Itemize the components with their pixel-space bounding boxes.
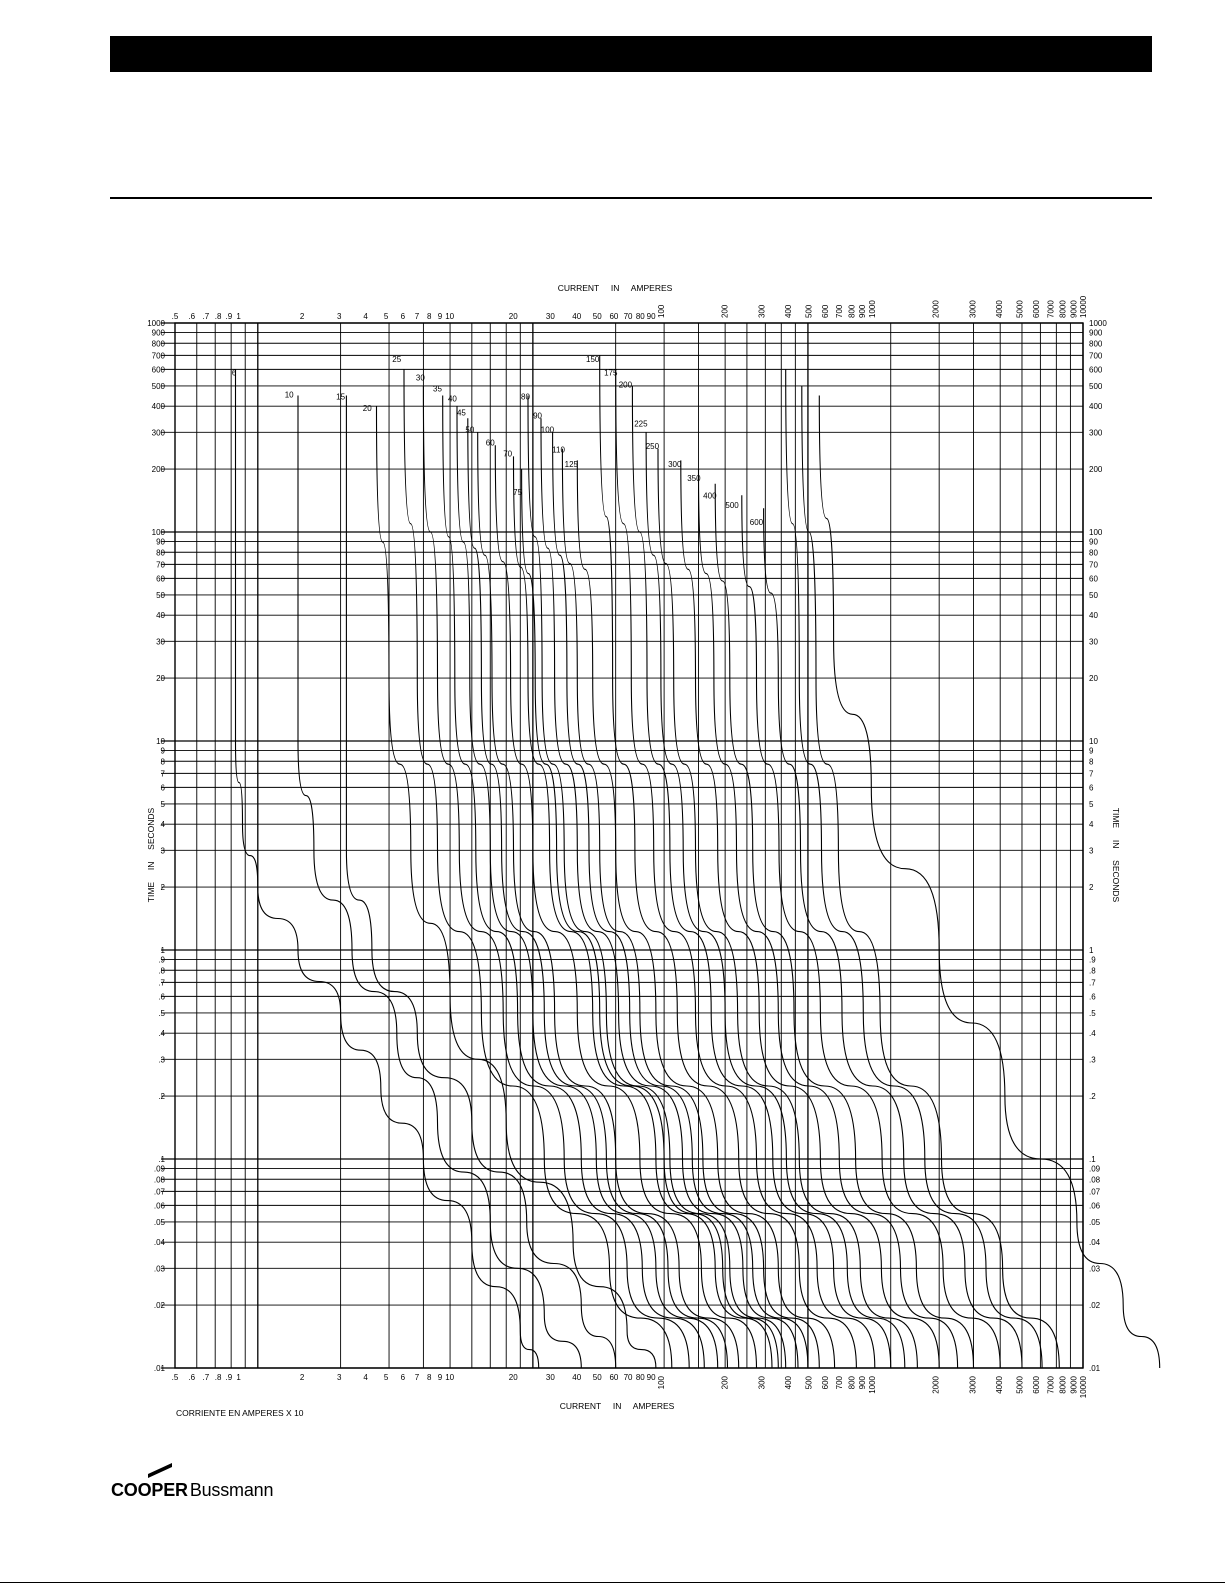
y-tick-label-right: 1 bbox=[1089, 946, 1094, 955]
y-tick-label-right: 500 bbox=[1089, 381, 1103, 391]
x-tick-label-bottom: 70 bbox=[623, 1373, 633, 1382]
x-tick-label-top: 1 bbox=[236, 312, 241, 321]
y-tick-label-right: .09 bbox=[1089, 1164, 1101, 1174]
x-tick-label-top: 7000 bbox=[1046, 300, 1056, 318]
y-tick-label-right: 300 bbox=[1089, 428, 1103, 438]
curve-225 bbox=[646, 432, 905, 1368]
y-tick-label-left: 9 bbox=[160, 746, 165, 756]
x-tick-label-bottom: 80 bbox=[635, 1373, 645, 1382]
curve-label-10: 10 bbox=[284, 390, 294, 400]
x-tick-label-top: 5000 bbox=[1015, 300, 1025, 318]
y-tick-label-right: .4 bbox=[1089, 1029, 1096, 1039]
chart-labels bbox=[147, 295, 1107, 1398]
curve-250 bbox=[658, 449, 917, 1368]
y-tick-label-right: 200 bbox=[1089, 465, 1103, 475]
curve-label-25: 25 bbox=[392, 355, 402, 365]
curve-100 bbox=[553, 432, 808, 1368]
y-tick-label-right: .07 bbox=[1089, 1187, 1101, 1197]
y-tick-label-right: .01 bbox=[1089, 1364, 1101, 1373]
curve-label-75: 75 bbox=[513, 488, 523, 498]
x-tick-label-bottom: 6 bbox=[400, 1373, 406, 1382]
x-tick-label-bottom: .6 bbox=[188, 1373, 196, 1382]
x-tick-label-top: 30 bbox=[545, 312, 555, 321]
y-tick-label-right: .08 bbox=[1089, 1175, 1101, 1185]
y-tick-label-right: 5 bbox=[1089, 799, 1094, 809]
x-tick-label-top: 4000 bbox=[994, 300, 1004, 318]
curve-label-110: 110 bbox=[552, 445, 565, 455]
y-tick-label-right: 2 bbox=[1089, 883, 1094, 893]
y-tick-label-right: 700 bbox=[1089, 351, 1103, 361]
y-tick-label-right: 50 bbox=[1089, 590, 1098, 600]
curve-label-100: 100 bbox=[540, 425, 555, 435]
x-tick-label-top: 7 bbox=[414, 312, 420, 321]
x-tick-label-bottom: 900 bbox=[858, 1376, 868, 1390]
y-tick-label-right: 90 bbox=[1089, 537, 1098, 547]
x-tick-label-bottom: 30 bbox=[545, 1373, 555, 1382]
brand-name-regular: Bussmann bbox=[189, 1480, 274, 1500]
y-tick-label-right: 600 bbox=[1089, 365, 1103, 375]
y-tick-label-left: 800 bbox=[151, 339, 165, 349]
brand-logo-mark bbox=[146, 1463, 174, 1479]
curve-6 bbox=[236, 369, 539, 1368]
x-tick-label-top: 70 bbox=[623, 312, 633, 321]
x-axis-title-top: CURRENT IN AMPERES bbox=[557, 283, 673, 293]
y-tick-label-left: .06 bbox=[153, 1201, 165, 1211]
curve-25 bbox=[404, 369, 672, 1368]
y-tick-label-right: .04 bbox=[1089, 1238, 1101, 1248]
x-tick-label-top: 50 bbox=[592, 312, 602, 321]
x-tick-label-top: 4 bbox=[363, 312, 368, 321]
curve-30 bbox=[423, 386, 689, 1368]
y-tick-label-left: 70 bbox=[156, 560, 165, 570]
curve-label-350: 350 bbox=[687, 474, 701, 484]
curve-label-40: 40 bbox=[447, 394, 457, 404]
x-tick-label-top: 3000 bbox=[968, 300, 978, 318]
x-tick-label-top: 5 bbox=[383, 312, 389, 321]
y-tick-label-left: 900 bbox=[151, 328, 165, 338]
x-tick-label-bottom: 600 bbox=[821, 1376, 831, 1390]
x-tick-label-bottom: 2000 bbox=[931, 1376, 941, 1394]
curve-label-60: 60 bbox=[485, 438, 495, 448]
curve-110 bbox=[562, 449, 819, 1368]
x-tick-label-top: 60 bbox=[609, 312, 619, 321]
x-tick-label-top: 9000 bbox=[1069, 300, 1079, 318]
x-tick-label-bottom: 90 bbox=[646, 1373, 656, 1382]
y-tick-label-left: .9 bbox=[158, 955, 165, 965]
x-tick-label-top: 80 bbox=[635, 312, 645, 321]
curve-70 bbox=[514, 456, 773, 1368]
y-tick-label-right: 400 bbox=[1089, 402, 1103, 412]
brand-logo bbox=[111, 1480, 273, 1501]
x-tick-label-top: 800 bbox=[847, 304, 857, 318]
x-tick-label-bottom: 300 bbox=[757, 1376, 767, 1390]
curve-label-35: 35 bbox=[433, 384, 442, 394]
x-tick-label-bottom: 700 bbox=[835, 1376, 845, 1390]
y-tick-label-right: .03 bbox=[1089, 1264, 1101, 1274]
y-tick-label-left: 2 bbox=[160, 883, 165, 893]
x-axis-title-bottom: CURRENT IN AMPERES bbox=[559, 1401, 675, 1411]
y-tick-label-right: 70 bbox=[1089, 560, 1098, 570]
y-tick-label-right: 9 bbox=[1089, 746, 1094, 756]
x-tick-label-bottom: 1 bbox=[236, 1373, 241, 1382]
y-tick-label-left: 60 bbox=[156, 574, 165, 584]
y-tick-label-left: 5 bbox=[160, 799, 165, 809]
curve-50 bbox=[478, 432, 739, 1368]
x-tick-label-top: 2000 bbox=[931, 300, 941, 318]
y-axis-title-right: TIME IN SECONDS bbox=[1111, 807, 1121, 903]
y-tick-label-left: .03 bbox=[153, 1264, 165, 1274]
curve-label-20: 20 bbox=[362, 403, 372, 413]
y-tick-label-right: 60 bbox=[1089, 574, 1098, 584]
footer-rule bbox=[0, 1582, 1225, 1583]
x-tick-label-top: 9 bbox=[437, 312, 443, 321]
y-tick-label-right: .05 bbox=[1089, 1217, 1101, 1227]
x-tick-label-top: 6000 bbox=[1032, 300, 1042, 318]
x-tick-label-top: .7 bbox=[202, 312, 210, 321]
x-tick-label-bottom: 6000 bbox=[1032, 1376, 1042, 1394]
y-tick-label-right: 7 bbox=[1089, 769, 1094, 779]
y-tick-label-right: .7 bbox=[1089, 978, 1096, 988]
curve-45 bbox=[468, 418, 728, 1368]
y-tick-label-right: 10 bbox=[1089, 737, 1098, 746]
curve-175 bbox=[616, 369, 875, 1368]
x-tick-label-top: 500 bbox=[804, 304, 814, 318]
x-tick-label-bottom: 10000 bbox=[1079, 1376, 1088, 1399]
x-tick-label-bottom: 1000 bbox=[867, 1376, 877, 1394]
y-tick-label-right: 100 bbox=[1089, 528, 1103, 537]
x-tick-label-bottom: 7000 bbox=[1046, 1376, 1056, 1394]
chart-curves bbox=[236, 355, 1160, 1368]
y-tick-label-left: 1000 bbox=[147, 319, 165, 328]
curve-label-45: 45 bbox=[456, 408, 466, 418]
y-tick-label-left: 8 bbox=[160, 757, 165, 767]
x-tick-label-top: 700 bbox=[835, 304, 845, 318]
y-tick-label-right: 8 bbox=[1089, 757, 1094, 767]
x-tick-label-bottom: 40 bbox=[572, 1373, 582, 1382]
curve-label-70: 70 bbox=[503, 449, 513, 459]
y-tick-label-left: 600 bbox=[151, 365, 165, 375]
y-tick-label-left: .8 bbox=[158, 966, 165, 976]
x-tick-label-top: 3 bbox=[337, 312, 342, 321]
x-tick-label-top: 8000 bbox=[1058, 300, 1068, 318]
y-tick-label-left: .02 bbox=[153, 1301, 165, 1311]
y-tick-label-left: .04 bbox=[153, 1238, 165, 1248]
x-tick-label-top: .9 bbox=[225, 312, 233, 321]
curve-400 bbox=[715, 484, 973, 1368]
y-tick-label-left: 10 bbox=[156, 737, 165, 746]
plot-frame bbox=[175, 323, 1083, 1368]
y-tick-label-left: .1 bbox=[158, 1155, 165, 1164]
y-tick-label-left: .05 bbox=[153, 1217, 165, 1227]
curve-label-50: 50 bbox=[465, 425, 475, 435]
curve-60 bbox=[495, 445, 756, 1368]
x-tick-label-bottom: 5000 bbox=[1015, 1376, 1025, 1394]
curve-label-15: 15 bbox=[336, 392, 346, 402]
x-tick-label-bottom: .8 bbox=[214, 1373, 222, 1382]
curve-label-300: 300 bbox=[668, 459, 682, 469]
x-tick-label-bottom: 3 bbox=[337, 1373, 342, 1382]
x-tick-label-top: 2 bbox=[299, 312, 305, 321]
x-tick-label-top: 400 bbox=[783, 304, 793, 318]
y-tick-label-left: .2 bbox=[158, 1092, 165, 1102]
x-tick-label-bottom: 500 bbox=[804, 1376, 814, 1390]
y-tick-label-left: 300 bbox=[151, 428, 165, 438]
x-tick-label-bottom: 2 bbox=[299, 1373, 305, 1382]
x-tick-label-top: 300 bbox=[757, 304, 767, 318]
x-tick-label-bottom: 200 bbox=[720, 1376, 730, 1390]
x-tick-label-top: 20 bbox=[508, 312, 518, 321]
y-tick-label-right: .2 bbox=[1089, 1092, 1096, 1102]
x-tick-label-top: 200 bbox=[720, 304, 730, 318]
x-tick-label-bottom: 5 bbox=[383, 1373, 389, 1382]
x-tick-label-bottom: 3000 bbox=[968, 1376, 978, 1394]
curve-label-150: 150 bbox=[586, 355, 600, 365]
x-tick-label-bottom: 400 bbox=[783, 1376, 793, 1390]
y-tick-label-left: .07 bbox=[153, 1187, 165, 1197]
y-tick-label-right: 1000 bbox=[1089, 319, 1107, 328]
curve-label-90: 90 bbox=[533, 411, 543, 421]
curve-label-175: 175 bbox=[604, 368, 618, 378]
y-tick-label-left: 6 bbox=[160, 783, 165, 793]
curve-label-125: 125 bbox=[564, 459, 579, 469]
curve-label-250: 250 bbox=[645, 441, 660, 451]
y-tick-label-left: 100 bbox=[151, 528, 165, 537]
y-tick-label-left: 30 bbox=[156, 637, 165, 647]
y-tick-label-right: 80 bbox=[1089, 548, 1098, 558]
x-tick-label-bottom: 100 bbox=[656, 1376, 666, 1390]
curve-75 bbox=[522, 469, 779, 1368]
curve-label-600: 600 bbox=[749, 518, 764, 528]
y-tick-label-right: 3 bbox=[1089, 846, 1094, 856]
curve-label-80: 80 bbox=[521, 392, 530, 402]
y-tick-label-left: 1 bbox=[160, 946, 165, 955]
y-tick-label-left: .3 bbox=[158, 1055, 165, 1065]
y-tick-label-right: .02 bbox=[1089, 1301, 1101, 1311]
y-tick-label-left: 90 bbox=[156, 537, 165, 547]
x-tick-label-bottom: 4000 bbox=[994, 1376, 1004, 1394]
curve-label-500: 500 bbox=[725, 501, 739, 511]
y-tick-label-right: 6 bbox=[1089, 783, 1094, 793]
x-tick-label-top: 40 bbox=[572, 312, 582, 321]
y-tick-label-left: 50 bbox=[156, 590, 165, 600]
y-tick-label-right: 40 bbox=[1089, 611, 1098, 621]
y-tick-label-left: .09 bbox=[153, 1164, 165, 1174]
x-tick-label-bottom: 50 bbox=[592, 1373, 602, 1382]
x-tick-label-bottom: .7 bbox=[202, 1373, 210, 1382]
y-tick-label-right: .1 bbox=[1089, 1155, 1096, 1164]
y-tick-label-left: 20 bbox=[156, 674, 165, 684]
x-tick-label-bottom: 10 bbox=[445, 1373, 455, 1382]
y-tick-label-right: .9 bbox=[1089, 955, 1096, 965]
x-tick-label-top: 900 bbox=[858, 304, 868, 318]
y-tick-label-right: 900 bbox=[1089, 328, 1103, 338]
x-tick-label-bottom: 8 bbox=[426, 1373, 432, 1382]
y-tick-label-right: 800 bbox=[1089, 339, 1103, 349]
x-tick-label-top: .6 bbox=[188, 312, 196, 321]
x-tick-label-bottom: 8000 bbox=[1058, 1376, 1068, 1394]
curve-label-200: 200 bbox=[618, 380, 633, 390]
y-tick-label-left: 700 bbox=[151, 351, 165, 361]
x-tick-label-bottom: 60 bbox=[609, 1373, 619, 1382]
x-tick-label-top: 10 bbox=[445, 312, 455, 321]
x-tick-label-bottom: .9 bbox=[225, 1373, 233, 1382]
x-tick-label-bottom: 800 bbox=[847, 1376, 857, 1390]
brand-name-bold: COOPER bbox=[111, 1480, 188, 1500]
y-tick-label-left: 500 bbox=[151, 381, 165, 391]
x-tick-label-top: 100 bbox=[656, 304, 666, 318]
x-tick-label-top: .8 bbox=[214, 312, 222, 321]
x-tick-label-top: .5 bbox=[171, 312, 179, 321]
y-tick-label-left: 80 bbox=[156, 548, 165, 558]
curve-label-400: 400 bbox=[703, 491, 717, 501]
y-tick-label-right: 4 bbox=[1089, 820, 1094, 830]
x-tick-label-top: 90 bbox=[646, 312, 656, 321]
y-tick-label-right: .3 bbox=[1089, 1055, 1096, 1065]
x-tick-label-top: 10000 bbox=[1079, 295, 1088, 318]
curve-label-6: 6 bbox=[231, 368, 237, 378]
x-tick-label-top: 1000 bbox=[867, 300, 877, 318]
x-tick-label-top: 600 bbox=[821, 304, 831, 318]
x-tick-label-bottom: 4 bbox=[363, 1373, 368, 1382]
x-axis-title-secondary: CORRIENTE EN AMPERES X 10 bbox=[176, 1408, 304, 1418]
y-tick-label-left: .6 bbox=[158, 992, 165, 1002]
y-tick-label-left: 7 bbox=[160, 769, 165, 779]
y-tick-label-left: 3 bbox=[160, 846, 165, 856]
y-tick-label-left: 200 bbox=[151, 465, 165, 475]
y-tick-label-left: 400 bbox=[151, 402, 165, 412]
y-tick-label-right: .06 bbox=[1089, 1201, 1101, 1211]
y-tick-label-left: .7 bbox=[158, 978, 165, 988]
y-tick-label-right: .5 bbox=[1089, 1008, 1096, 1018]
curve-200 bbox=[632, 386, 890, 1368]
curve-unlabeled-28 bbox=[786, 369, 1042, 1368]
x-tick-label-bottom: 7 bbox=[414, 1373, 420, 1382]
x-tick-label-top: 8 bbox=[426, 312, 432, 321]
y-tick-label-left: .4 bbox=[158, 1029, 165, 1039]
y-tick-label-right: 30 bbox=[1089, 637, 1098, 647]
x-tick-label-top: 6 bbox=[400, 312, 406, 321]
x-tick-label-bottom: 9000 bbox=[1069, 1376, 1079, 1394]
curve-label-225: 225 bbox=[634, 419, 648, 429]
curve-350 bbox=[699, 469, 958, 1368]
curve-label-30: 30 bbox=[415, 373, 425, 383]
x-tick-label-bottom: 20 bbox=[508, 1373, 518, 1382]
y-tick-label-right: .8 bbox=[1089, 966, 1096, 976]
y-tick-label-left: .01 bbox=[153, 1364, 165, 1373]
y-tick-label-left: 4 bbox=[160, 820, 165, 830]
y-tick-label-left: 40 bbox=[156, 611, 165, 621]
y-axis-title-left: TIME IN SECONDS bbox=[146, 807, 156, 903]
y-tick-label-left: .5 bbox=[158, 1008, 165, 1018]
y-tick-label-left: .08 bbox=[153, 1175, 165, 1185]
curve-300 bbox=[681, 460, 939, 1368]
x-tick-label-bottom: 9 bbox=[437, 1373, 443, 1382]
y-tick-label-right: 20 bbox=[1089, 674, 1098, 684]
y-tick-label-right: .6 bbox=[1089, 992, 1096, 1002]
x-tick-label-bottom: .5 bbox=[171, 1373, 179, 1382]
